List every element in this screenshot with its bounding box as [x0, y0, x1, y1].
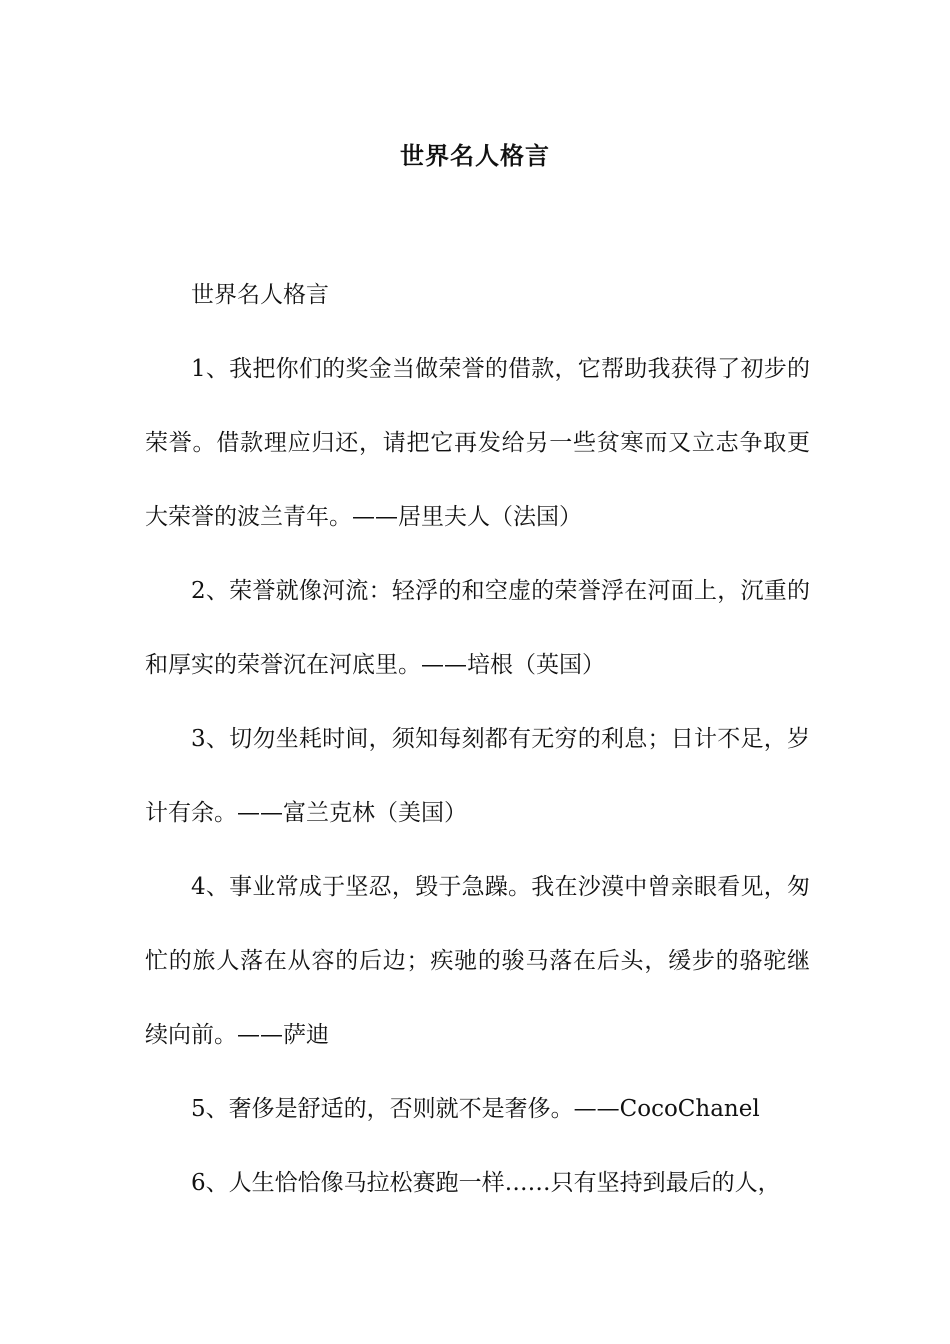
quote-paragraph-6: 6、人生恰恰像马拉松赛跑一样……只有坚持到最后的人， — [191, 1170, 781, 1196]
quote-paragraph-5: 5、奢侈是舒适的，否则就不是奢侈。——CocoChanel — [191, 1096, 760, 1122]
section-heading: 世界名人格言 — [191, 282, 329, 308]
quote-paragraph-1: 1、我把你们的奖金当做荣誉的借款，它帮助我获得了初步的荣誉。借款理应归还，请把它再发给另一些贫寒而又立志争取更大荣誉的波兰青年。——居里夫人（法国） — [145, 356, 810, 530]
quote-paragraph-3: 3、切勿坐耗时间，须知每刻都有无穷的利息；日计不足，岁计有余。——富兰克林（美国） — [145, 726, 810, 826]
document-body — [145, 258, 810, 1220]
quote-paragraph-2: 2、荣誉就像河流：轻浮的和空虚的荣誉浮在河面上，沉重的和厚实的荣誉沉在河底里。——培根（英国） — [145, 578, 810, 678]
quote-paragraph-4: 4、事业常成于坚忍，毁于急躁。我在沙漠中曾亲眼看见，匆忙的旅人落在从容的后边；疾驰的骏马落在后头，缓步的骆驼继续向前。——萨迪 — [145, 874, 810, 1048]
page-title: 世界名人格言 — [400, 141, 550, 170]
